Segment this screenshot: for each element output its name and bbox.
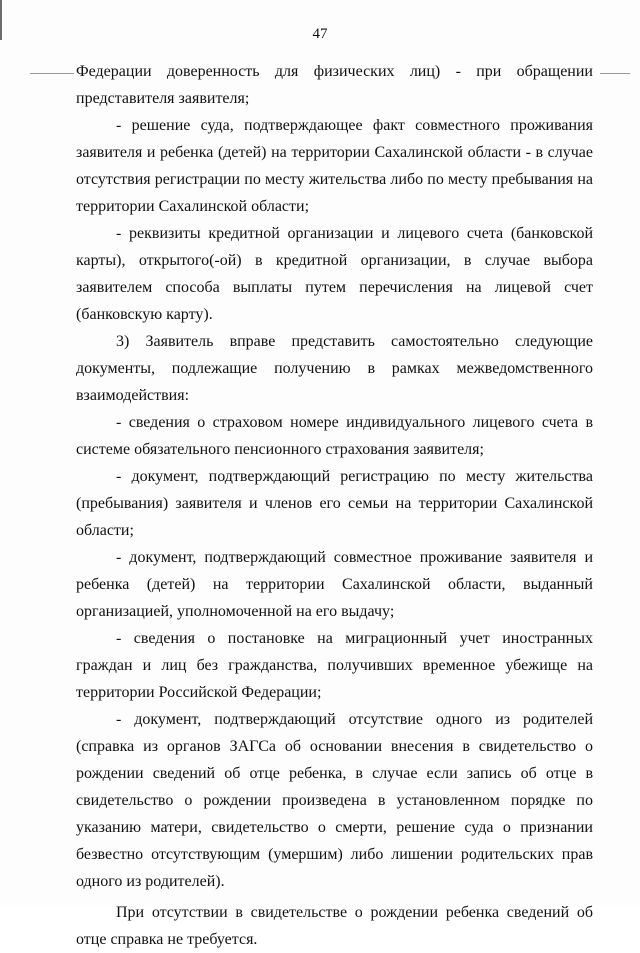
scan-dotted-mark xyxy=(600,73,630,74)
paragraph-registration-document: - документ, подтверждающий регистрацию по месту жительства (пребывания) заявителя и членов его семьи на территории Сахалинской области; xyxy=(76,468,593,539)
paragraph-court-decision: - решение суда, подтверждающее факт совместного проживания заявителя и ребенка (детей) на территории Сахалинской области - в случае отсутствия регистрации по месту жительства либо по месту пребывания на территории Сахалинской области; xyxy=(76,117,593,215)
paragraph-migration-record: - сведения о постановке на миграционный учет иностранных граждан и лиц без гражданства, получивших временное убежище на территории Российской Федерации; xyxy=(76,630,593,701)
paragraph-continuation: Федерации доверенность для физических лиц) - при обращении представителя заявителя; xyxy=(76,63,593,107)
scan-dotted-mark xyxy=(30,73,74,74)
document-body xyxy=(76,58,593,953)
paragraph-bank-details: - реквизиты кредитной организации и лицевого счета (банковской карты), открытого(-ой) в кредитной организации, в случае выбора заявителем способа выплаты путем перечисления на лицевой счет (банковскую карту). xyxy=(76,225,593,323)
paragraph-parent-absence-document: - документ, подтверждающий отсутствие одного из родителей (справка из органов ЗАГСа об основании внесения в свидетельство о рождении сведений об отце ребенка, в случае если запись об отце в свидетельство о рождении произведена в установленном порядке по указанию матери, свидетельство о смерти, решение суда о признании безвестно отсутствующим (умершим) либо лишении родительских прав одного из родителей). xyxy=(76,711,593,890)
page-number: 47 xyxy=(312,26,328,42)
paragraph-insurance-number: - сведения о страховом номере индивидуального лицевого счета в системе обязательного пенсионного страхования заявителя; xyxy=(76,414,593,458)
paragraph-optional-documents: 3) Заявитель вправе представить самостоятельно следующие документы, подлежащие получению в рамках межведомственного взаимодействия: xyxy=(76,333,593,404)
paragraph-cohabitation-document: - документ, подтверждающий совместное проживание заявителя и ребенка (детей) на территории Сахалинской области, выданный организацией, уполномоченной на его выдачу; xyxy=(76,549,593,620)
paragraph-certificate-note: При отсутствии в свидетельстве о рождении ребенка сведений об отце справка не требуется. xyxy=(76,904,593,948)
